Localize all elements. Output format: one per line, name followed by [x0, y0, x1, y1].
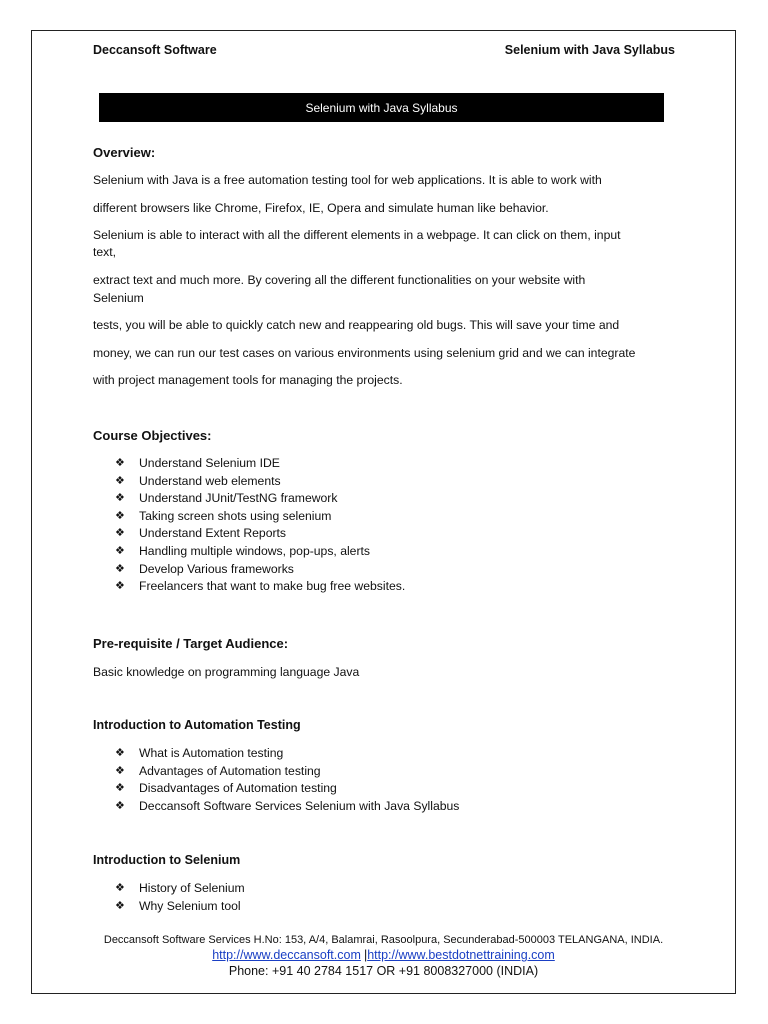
footer-links — [31, 948, 736, 962]
list-item: ❖ Deccansoft Software Services Selenium with Java Syllabus — [115, 798, 459, 816]
footer-phone-text: Phone: +91 40 2784 1517 OR +91 8008327000 (INDIA) — [228, 964, 539, 978]
diamond-bullet-icon: ❖ — [115, 747, 125, 759]
diamond-bullet-icon: ❖ — [115, 527, 125, 540]
diamond-bullet-icon: ❖ — [115, 782, 125, 795]
overview-line-5: extract text and much more. By covering all the different functionalities on your website with — [93, 273, 586, 287]
overview-line-8: money, we can run our test cases on various environments using selenium grid and we can integrate — [93, 346, 636, 360]
diamond-bullet-icon: ❖ — [115, 457, 125, 469]
footer-address: Deccansoft Software Services H.No: 153, A/4, Balamrai, Rasoolpura, Secunderabad-500003 TELANGANA, INDIA. — [103, 934, 664, 946]
list-item: ❖ Advantages of Automation testing — [115, 763, 459, 781]
header-company: Deccansoft Software — [93, 43, 217, 57]
overview-line-4: text, — [93, 245, 117, 259]
title-bar-text: Selenium with Java Syllabus — [305, 100, 458, 115]
intro-selenium-heading: Introduction to Selenium — [93, 853, 241, 867]
overview-line-7: tests, you will be able to quickly catch new and reappearing old bugs. This will save your time and — [93, 318, 620, 332]
intro-automation-heading: Introduction to Automation Testing — [93, 718, 301, 732]
list-item: ❖ Understand Selenium IDE — [115, 455, 405, 473]
diamond-bullet-icon: ❖ — [115, 474, 125, 487]
list-item: ❖ History of Selenium — [115, 880, 245, 898]
diamond-bullet-icon: ❖ — [115, 899, 125, 912]
diamond-bullet-icon: ❖ — [115, 882, 125, 894]
diamond-bullet-icon: ❖ — [115, 544, 125, 557]
diamond-bullet-icon: ❖ — [115, 764, 125, 777]
prerequisite-heading: Pre-requisite / Target Audience: — [93, 636, 289, 651]
title-bar — [99, 93, 664, 122]
intro-automation-list — [115, 745, 459, 815]
deccansoft-link[interactable]: http://www.deccansoft.com — [212, 948, 361, 962]
intro-selenium-list — [115, 880, 245, 915]
list-item: ❖ Develop Various frameworks — [115, 561, 405, 579]
diamond-bullet-icon: ❖ — [115, 562, 125, 575]
overview-line-9: with project management tools for managing the projects. — [93, 373, 403, 387]
diamond-bullet-icon: ❖ — [115, 509, 125, 522]
list-item: ❖ Understand web elements — [115, 473, 405, 491]
list-item: ❖ Disadvantages of Automation testing — [115, 780, 459, 798]
diamond-bullet-icon: ❖ — [115, 799, 125, 812]
list-item: ❖ What is Automation testing — [115, 745, 459, 763]
prerequisite-text: Basic knowledge on programming language Java — [93, 665, 360, 679]
list-item: ❖ Understand JUnit/TestNG framework — [115, 490, 405, 508]
header-doc-title: Selenium with Java Syllabus — [504, 43, 675, 57]
bestdotnettraining-link[interactable]: http://www.bestdotnettraining.com — [367, 948, 555, 962]
overview-line-1: Selenium with Java is a free automation testing tool for web applications. It is able to work with — [93, 173, 602, 187]
overview-line-6: Selenium — [93, 291, 144, 305]
course-objectives-heading: Course Objectives: — [93, 428, 212, 443]
list-item: ❖ Freelancers that want to make bug free websites. — [115, 578, 405, 596]
diamond-bullet-icon: ❖ — [115, 492, 125, 505]
course-objectives-list — [115, 455, 405, 596]
list-item: ❖ Taking screen shots using selenium — [115, 508, 405, 526]
overview-heading: Overview: — [93, 145, 156, 160]
footer-link-separator: | — [363, 948, 368, 962]
footer-phone — [31, 964, 736, 978]
diamond-bullet-icon: ❖ — [115, 580, 125, 593]
overview-line-3: Selenium is able to interact with all the different elements in a webpage. It can click on them, input — [93, 228, 621, 242]
list-item: ❖ Why Selenium tool — [115, 898, 245, 916]
list-item: ❖ Understand Extent Reports — [115, 525, 405, 543]
overview-line-2: different browsers like Chrome, Firefox, IE, Opera and simulate human like behavior. — [93, 201, 549, 215]
list-item: ❖ Handling multiple windows, pop-ups, alerts — [115, 543, 405, 561]
